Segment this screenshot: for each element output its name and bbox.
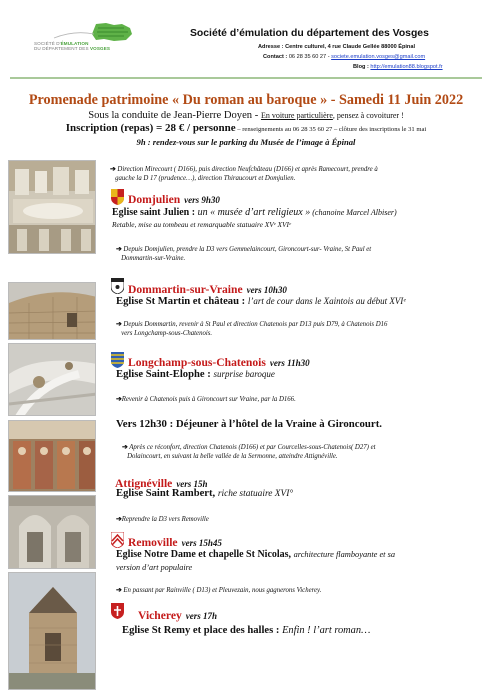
guide-line: Sous la conduite de Jean-Pierre Doyen - En voiture particulière, pensez à covoiturer ! — [88, 110, 404, 121]
stop-dommartin-name: Dommartin-sur-Vraine — [128, 283, 243, 296]
stop-removille-church: Eglise Notre Dame et chapelle St Nicolas, architecture flamboyante et sa — [116, 549, 396, 560]
route-step-1: ➔ Direction Mirecourt ( D166), puis direction Neufchâteau (D166) et après Ramecourt, prendre à gauche la D 17 (prudence…), direction Thiraucourt et Domjulien. — [110, 166, 378, 182]
event-title: Promenade patrimoine « Du roman au baroque » - Samedi 11 Juin 2022 — [28, 92, 464, 108]
route-step-6: ➔Reprendre la D3 vers Removille — [116, 516, 209, 523]
meeting-point: 9h : rendez-vous sur le parking du Musée de l’image à Épinal — [136, 137, 356, 147]
stop-removille-name: Removille — [128, 536, 178, 549]
registration-line: Inscription (repas) = 28 € / personne – renseignements au 06 28 35 60 27 – clôture des inscriptions le 31 mai — [65, 122, 427, 134]
society-logo: SOCIÉTÉ D'ÉMULATION DU DÉPARTEMENT DES VOSGES — [34, 22, 134, 66]
route-step-5: ➔ Après ce réconfort, direction Chatenois (D166) et par Courcelles-sous-Chatenois( D27) et Dolaincourt, en suivant la belle vallée de la Sermonne, atteindre Attignéville. — [122, 444, 376, 460]
domjulien-coat-of-arms-icon — [111, 189, 124, 205]
stop-domjulien-desc: Retable, mise au tombeau et remarquable statuaire XVᵉ XVIᵉ — [112, 220, 291, 229]
stop-attigneville-name: Attignéville — [115, 477, 173, 490]
stop-longchamp-church: Eglise Saint-Elophe : surprise baroque — [116, 369, 275, 380]
address-line: Adresse : Centre culturel, 4 rue Claude Gellée 88000 Épinal — [258, 44, 416, 50]
stop-domjulien-heading: Domjulien vers 9h30 — [128, 193, 220, 206]
stop-longchamp-heading: Longchamp-sous-Chatenois vers 11h30 — [128, 356, 310, 369]
stop-vicherey-church: Eglise St Remy et place des halles : Enfin ! l’art roman… — [122, 625, 371, 636]
stop-removille-desc: version d’art populaire — [116, 563, 193, 572]
email-link[interactable]: societe.emulation.vosges@gmail.com — [331, 54, 426, 60]
vosges-map-icon — [34, 22, 134, 42]
stop-longchamp-name: Longchamp-sous-Chatenois — [128, 356, 266, 369]
vicherey-coat-of-arms-icon — [111, 603, 124, 619]
route-step-7: ➔ En passant par Rainville ( D13) et Pleuvezain, nous gagnerons Vicherey. — [116, 587, 322, 594]
blog-line: Blog : http://emulation88.blogspot.fr — [353, 64, 443, 70]
stop-domjulien-name: Domjulien — [128, 193, 181, 206]
route-step-4: ➔Revenir à Chatenois puis à Gironcourt sur Vraine, par la D166. — [116, 396, 296, 403]
dommartin-coat-of-arms-icon — [111, 278, 124, 294]
stop-removille-heading: Removille vers 15h45 — [128, 536, 222, 549]
lunch-stop: Vers 12h30 : Déjeuner à l’hôtel de la Vraine à Gironcourt. — [116, 418, 382, 430]
longchamp-coat-of-arms-icon — [111, 352, 124, 368]
photo-domjulien-tomb — [8, 160, 96, 254]
route-step-3: ➔ Depuis Dommartin, revenir à St Paul et direction Chatenois par D13 puis D79, à Chatenois D16 vers Longchamp-sous-Chatenois. — [116, 321, 388, 337]
photo-vicherey-church — [8, 572, 96, 690]
blog-link[interactable]: http://emulation88.blogspot.fr — [370, 64, 443, 70]
stop-dommartin-heading: Dommartin-sur-Vraine vers 10h30 — [128, 283, 287, 296]
organization-title: Société d’émulation du département des Vosges — [190, 28, 429, 39]
photo-longchamp-baroque — [8, 343, 96, 416]
photo-gironcourt-murals — [8, 420, 96, 492]
stop-attigneville-church: Eglise Saint Rambert, riche statuaire XVI° — [116, 488, 294, 499]
route-step-2: ➔ Depuis Domjulien, prendre la D3 vers Gemmelaincourt, Gironcourt-sur- Vraine, St Paul et Dommartin-sur-Vraine. — [116, 246, 372, 262]
stop-domjulien-church: Eglise saint Julien : un « musée d’art religieux » (chanoine Marcel Albiser) — [112, 207, 397, 218]
contact-line: Contact : 06 28 35 60 27 - societe.emulation.vosges@gmail.com — [263, 54, 426, 60]
stop-vicherey-heading: Vicherey vers 17h — [138, 609, 218, 622]
photo-dommartin-church — [8, 282, 96, 340]
photo-attigneville-portal — [8, 495, 96, 569]
stop-vicherey-name: Vicherey — [138, 609, 182, 622]
removille-coat-of-arms-icon — [111, 532, 124, 548]
stop-dommartin-church: Eglise St Martin et château : l’art de cour dans le Xaintois au début XVIᵉ — [116, 296, 406, 307]
stop-attigneville-heading: Attignéville vers 15h — [115, 477, 208, 490]
header-divider — [10, 77, 482, 79]
